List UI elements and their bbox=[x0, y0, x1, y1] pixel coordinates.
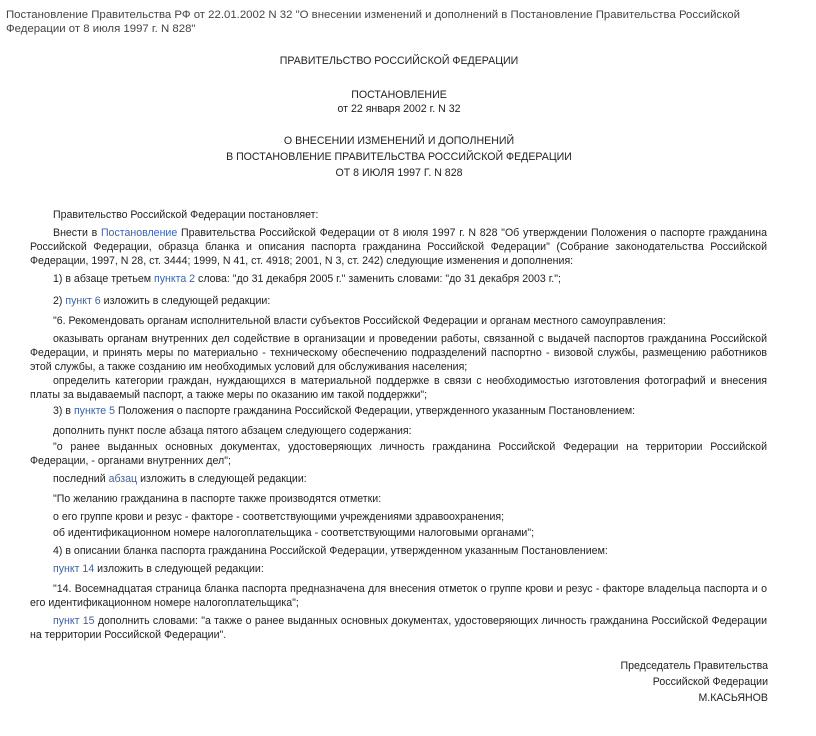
paragraph-item-3 bbox=[30, 404, 767, 418]
signature-block bbox=[620, 658, 768, 706]
signature-position: Председатель Правительства bbox=[620, 660, 768, 672]
link-punkt-14[interactable]: пункт 14 bbox=[53, 563, 95, 575]
signature-organization: Российской Федерации bbox=[652, 676, 768, 688]
date-number: от 22 января 2002 г. N 32 bbox=[337, 103, 461, 115]
text: Положения о паспорте гражданина Российской Федерации, утвержденного указанным Постановлением: bbox=[115, 405, 636, 417]
paragraph-punkt-15 bbox=[30, 614, 767, 642]
paragraph-new-clause-text: "о ранее выданных основных документах, удостоверяющих личность гражданина Российской Федерации на территории Российской Федерации, - органами внутренних дел"; bbox=[30, 441, 767, 467]
subject-line-1: О ВНЕСЕНИИ ИЗМЕНЕНИЙ И ДОПОЛНЕНИЙ bbox=[283, 135, 515, 147]
paragraph-marks-inn: об идентификационном номере налогоплательщика - соответствующими налоговыми органами"; bbox=[53, 527, 535, 539]
paragraph-item-1 bbox=[30, 272, 767, 286]
doc-type-heading: ПОСТАНОВЛЕНИЕ bbox=[351, 89, 447, 101]
paragraph-clause-6-a: оказывать органам внутренних дел содействие в организации и проведении работы, связанной с выдачей паспортов гражданина Российской Федерации, и принять меры по материально - техническому обеспечению подразделений паспортно - визовой службы, размещению работников этой службы, а также созданию им необходимых условий для обслуживания населения; bbox=[30, 333, 767, 373]
paragraph-preamble: Правительство Российской Федерации постановляет: bbox=[53, 209, 319, 221]
subject-line-3: ОТ 8 ИЮЛЯ 1997 Г. N 828 bbox=[335, 167, 463, 179]
paragraph-punkt-14-text: "14. Восемнадцатая страница бланка паспорта предназначена для внесения отметок о группе крови и резус - факторе владельца паспорта и о его идентификационном номере налогоплательщика"; bbox=[30, 583, 767, 609]
text: изложить в следующей редакции: bbox=[100, 295, 271, 307]
link-punkt-6[interactable]: пункт 6 bbox=[65, 295, 101, 307]
link-punkt-15[interactable]: пункт 15 bbox=[53, 615, 95, 627]
paragraph-punkt-14 bbox=[30, 562, 767, 576]
document-title: Постановление Правительства РФ от 22.01.2002 N 32 "О внесении изменений и дополнений в Постановление Правительства Российской Федерации от 8 июля 1997 г. N 828" bbox=[6, 9, 740, 35]
paragraph-clause-6: "6. Рекомендовать органам исполнительной власти субъектов Российской Федерации и органам местного самоуправления: bbox=[53, 315, 666, 327]
paragraph-marks-intro: "По желанию гражданина в паспорте также производятся отметки: bbox=[53, 493, 382, 505]
text: последний bbox=[53, 473, 109, 485]
subject-line-2: В ПОСТАНОВЛЕНИЕ ПРАВИТЕЛЬСТВА РОССИЙСКОЙ ФЕДЕРАЦИИ bbox=[226, 151, 572, 163]
paragraph-clause-6-b: определить категории граждан, нуждающихся в материальной поддержке в связи с необходимостью изготовления фотографий и внесения платы за выдаваемый паспорт, а также меры по оказанию им такой поддержки"; bbox=[30, 375, 767, 401]
text: изложить в следующей редакции: bbox=[94, 563, 264, 575]
paragraph-item-4: 4) в описании бланка паспорта гражданина Российской Федерации, утвержденном указанным Постановлением: bbox=[53, 545, 608, 557]
link-punkte-5[interactable]: пункте 5 bbox=[73, 405, 116, 417]
text: слова: "до 31 декабря 2005 г." заменить словами: "до 31 декабря 2003 г."; bbox=[195, 273, 561, 285]
paragraph-marks-blood: о его группе крови и резус - факторе - соответствующими учреждениями здравоохранения; bbox=[53, 511, 505, 523]
paragraph-add-clause: дополнить пункт после абзаца пятого абзацем следующего содержания: bbox=[53, 425, 412, 437]
text: Внести в bbox=[53, 227, 101, 239]
text: 1) в абзаце третьем bbox=[53, 273, 154, 285]
text: Правительства Российской Федерации от 8 июля 1997 г. N 828 "Об утверждении Положения о паспорте гражданина Российской Федерации, образца бланка и описания паспорта гражданина Российской Федерации" (Собрание законодательства Российской Федерации, 1997, N 28, ст. 3444; 1999, N 41, ст. 4918; 2001, N 3, ст. 242) следующие изменения и дополнения: bbox=[30, 227, 767, 267]
link-postanovlenie[interactable]: Постановление bbox=[100, 227, 178, 239]
paragraph-item-2 bbox=[30, 294, 767, 308]
text: 3) в bbox=[53, 405, 74, 417]
link-punkt-2[interactable]: пункта 2 bbox=[153, 273, 196, 285]
text: дополнить словами: "а также о ранее выданных основных документах, удостоверяющих личность гражданина Российской Федерации на территории Российской Федерации". bbox=[30, 615, 767, 641]
text: изложить в следующей редакции: bbox=[137, 473, 307, 485]
paragraph-last-abzac bbox=[30, 472, 767, 486]
link-abzac[interactable]: абзац bbox=[108, 473, 138, 485]
signature-name: М.КАСЬЯНОВ bbox=[698, 692, 768, 704]
authority-heading: ПРАВИТЕЛЬСТВО РОССИЙСКОЙ ФЕДЕРАЦИИ bbox=[279, 55, 519, 67]
text: 2) bbox=[53, 295, 66, 307]
paragraph-main-amendment bbox=[30, 226, 767, 268]
